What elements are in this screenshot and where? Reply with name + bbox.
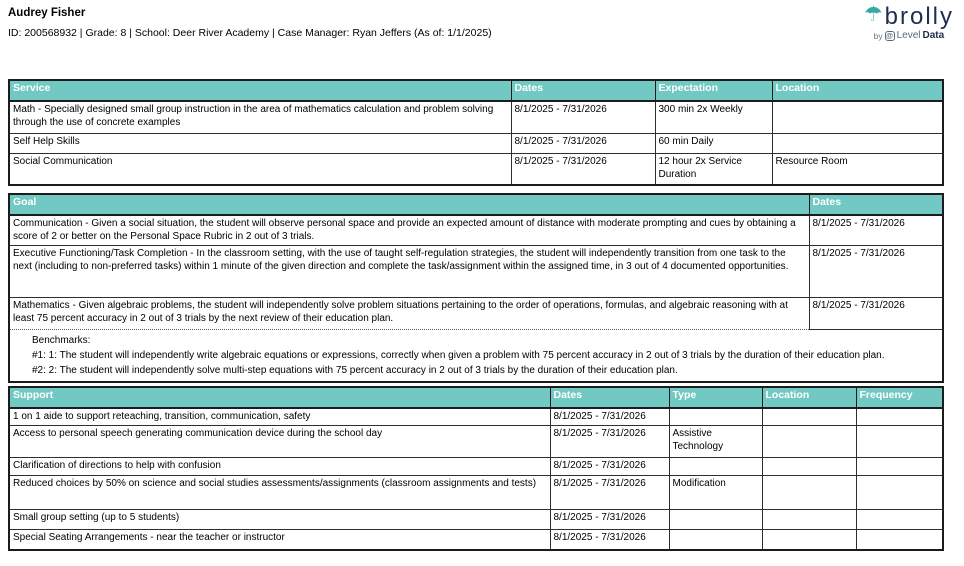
support-cell: Reduced choices by 50% on science and social studies assessments/assignments (classroom assignments and tests) [9,476,550,510]
location-cell [762,408,856,426]
table-row [9,408,943,426]
benchmarks-row [9,329,943,382]
table-row [9,530,943,550]
support-cell: Clarification of directions to help with confusion [9,458,550,476]
goal-cell: Executive Functioning/Task Completion - In the classroom setting, with the use of taught self-regulation strategies, the student will independently transition from one task to the next (including to non-preferred tasks) within 1 minute of the given direction and complete the task/assignment within the assigned time, in 3 out of 4 documented opportunities. [9,245,809,297]
frequency-cell [856,510,943,530]
brolly-wordmark: brolly [884,3,954,30]
service-cell: Social Communication [9,153,511,185]
supports-header-support: Support [9,387,550,408]
supports-header-location: Location [762,387,856,408]
dates-cell: 8/1/2025 - 7/31/2026 [809,215,943,245]
supports-header-row [9,387,943,408]
logo-by-label: by [873,30,883,41]
dates-cell: 8/1/2025 - 7/31/2026 [550,426,669,458]
supports-header-type: Type [669,387,762,408]
frequency-cell [856,458,943,476]
benchmarks-title: Benchmarks: [32,334,91,346]
student-info: ID: 200568932 | Grade: 8 | School: Deer River Academy | Case Manager: Ryan Jeffers (As of: 1/1/2025) [8,27,492,39]
dates-cell: 8/1/2025 - 7/31/2026 [511,133,655,153]
type-cell [669,458,762,476]
location-cell [762,510,856,530]
frequency-cell [856,426,943,458]
umbrella-icon: ☂ [863,3,883,26]
services-header-service: Service [9,80,511,101]
dates-cell: 8/1/2025 - 7/31/2026 [809,297,943,329]
dates-cell: 8/1/2025 - 7/31/2026 [511,101,655,133]
table-row [9,426,943,458]
leveldata-level-label: Level [896,30,921,41]
table-row [9,215,943,245]
goals-header-row [9,194,943,215]
type-cell [669,510,762,530]
leveldata-data-label: Data [922,30,945,41]
supports-header-dates: Dates [550,387,669,408]
benchmark-item: #2: 2: The student will independently solve multi-step equations with 75 percent accuracy in 2 out of 3 trials by the duration of their education plan. [32,364,678,376]
dates-cell: 8/1/2025 - 7/31/2026 [511,153,655,185]
table-row [9,101,943,133]
frequency-cell [856,530,943,550]
services-header-row [9,80,943,101]
frequency-cell [856,476,943,510]
goals-header-goal: Goal [9,194,809,215]
support-cell: Special Seating Arrangements - near the teacher or instructor [9,530,550,550]
services-header-expectation: Expectation [655,80,772,101]
services-header-dates: Dates [511,80,655,101]
dates-cell: 8/1/2025 - 7/31/2026 [550,476,669,510]
goals-table [8,193,944,383]
type-cell: Modification [669,476,762,510]
supports-header-frequency: Frequency [856,387,943,408]
table-row [9,245,943,297]
table-row [9,476,943,510]
goal-cell: Communication - Given a social situation, the student will observe personal space and provide an expected amount of distance with moderate prompting and cues by obtaining a score of 2 or better on the Personal Space Rubric in 2 out of 3 trials. [9,215,809,245]
goals-header-dates: Dates [809,194,943,215]
benchmark-item: #1: 1: The student will independently write algebraic equations or expressions, correctly when given a problem with 75 percent accuracy in 2 out of 3 trials by the duration of their education plan. [32,349,885,361]
supports-table [8,386,944,551]
student-name: Audrey Fisher [8,7,86,19]
table-row [9,133,943,153]
goal-cell: Mathematics - Given algebraic problems, the student will independently solve problem situations pertaining to the order of operations, formulas, and algebraic reasoning with at least 75 percent accuracy in 2 out of 3 trials by the next review of their education plan. [9,297,809,329]
dates-cell: 8/1/2025 - 7/31/2026 [550,510,669,530]
dates-cell: 8/1/2025 - 7/31/2026 [550,408,669,426]
location-cell [772,101,943,133]
support-cell: 1 on 1 aide to support reteaching, transition, communication, safety [9,408,550,426]
service-cell: Math - Specially designed small group instruction in the area of mathematics calculation and problem solving through the use of concrete examples [9,101,511,133]
brolly-logo [864,5,954,41]
location-cell [762,476,856,510]
type-cell [669,530,762,550]
table-row [9,153,943,185]
table-row [9,510,943,530]
support-cell: Access to personal speech generating communication device during the school day [9,426,550,458]
leveldata-icon: @ [886,32,893,40]
support-cell: Small group setting (up to 5 students) [9,510,550,530]
expectation-cell: 300 min 2x Weekly [655,101,772,133]
location-cell [762,530,856,550]
table-row [9,458,943,476]
dates-cell: 8/1/2025 - 7/31/2026 [550,458,669,476]
services-table [8,79,944,186]
services-header-location: Location [772,80,943,101]
expectation-cell: 60 min Daily [655,133,772,153]
type-cell: Assistive Technology [669,426,762,458]
expectation-cell: 12 hour 2x Service Duration [655,153,772,185]
benchmarks-cell [9,329,943,382]
dates-cell: 8/1/2025 - 7/31/2026 [550,530,669,550]
location-cell: Resource Room [772,153,943,185]
type-cell [669,408,762,426]
location-cell [772,133,943,153]
service-cell: Self Help Skills [9,133,511,153]
page-header [8,5,956,55]
location-cell [762,458,856,476]
table-row [9,297,943,329]
location-cell [762,426,856,458]
dates-cell: 8/1/2025 - 7/31/2026 [809,245,943,297]
frequency-cell [856,408,943,426]
